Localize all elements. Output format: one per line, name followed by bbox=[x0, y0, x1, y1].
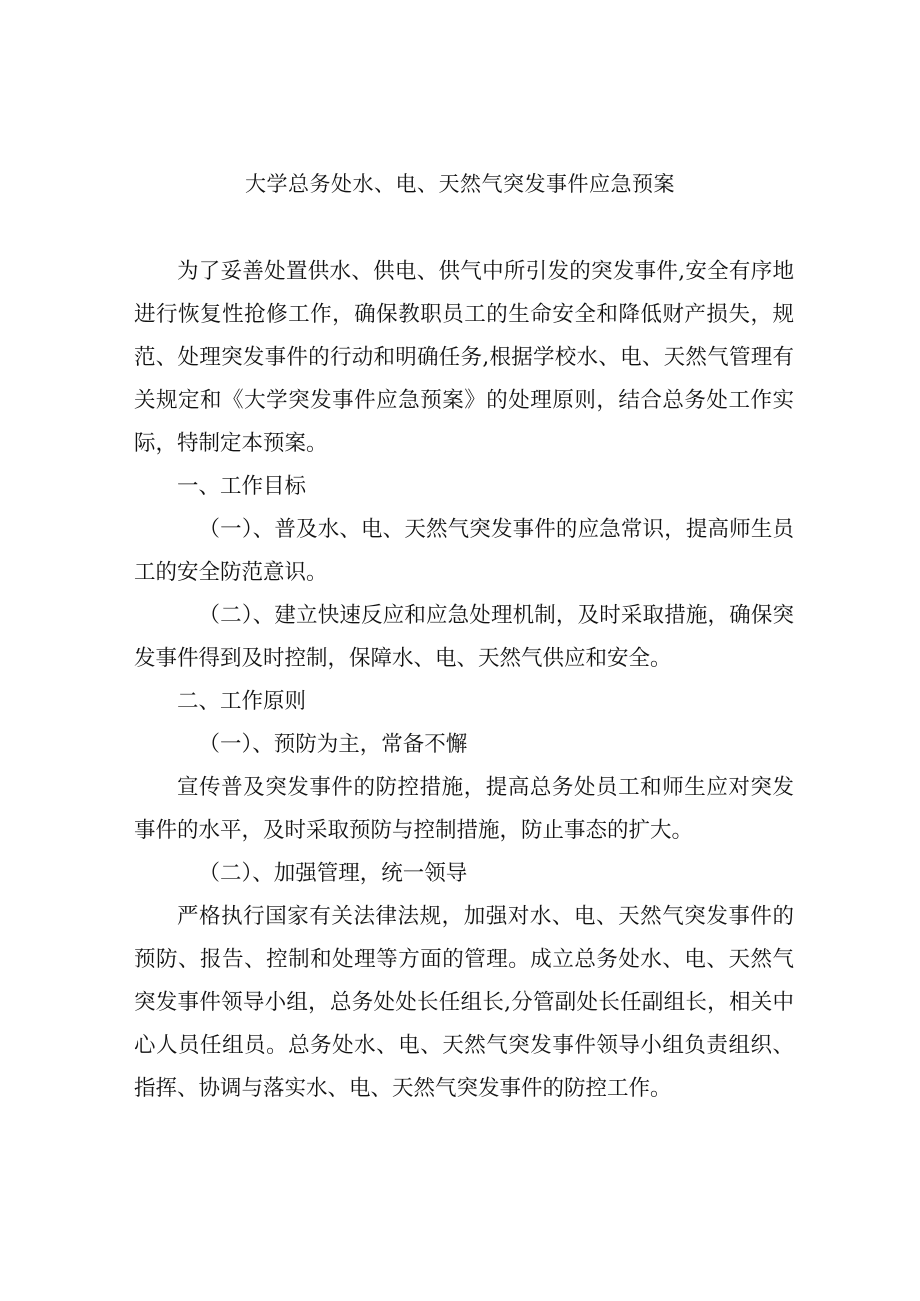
principle-heading-1: （一）、预防为主，常备不懈 bbox=[198, 732, 468, 757]
section-heading-goals: 一、工作目标 bbox=[177, 474, 307, 499]
goal-item-1: （一）、普及水、电、天然气突发事件的应急常识，提高师生员工的安全防范意识。 bbox=[134, 517, 794, 585]
section-heading-principles: 二、工作原则 bbox=[177, 689, 307, 714]
principle-text-2: 严格执行国家有关法律法规，加强对水、电、天然气突发事件的预防、报告、控制和处理等方面的管理。成立总务处水、电、天然气突发事件领导小组，总务处处长任组长,分管副处长任副组长，相关中心人员任组员。总务处水、电、天然气突发事件领导小组负责组织、指挥、协调与落实水、电、天然气突发事件的防控工作。 bbox=[134, 904, 794, 1101]
document-body bbox=[134, 250, 794, 1110]
principle-text-1: 宣传普及突发事件的防控措施，提高总务处员工和师生应对突发事件的水平，及时采取预防与控制措施，防止事态的扩大。 bbox=[134, 775, 794, 843]
goal-item-2: （二）、建立快速反应和应急处理机制，及时采取措施，确保突发事件得到及时控制，保障水、电、天然气供应和安全。 bbox=[134, 603, 794, 671]
document-title: 大学总务处水、电、天然气突发事件应急预案 bbox=[245, 172, 675, 196]
intro-paragraph: 为了妥善处置供水、供电、供气中所引发的突发事件,安全有序地进行恢复性抢修工作，确保教职员工的生命安全和降低财产损失，规范、处理突发事件的行动和明确任务,根据学校水、电、天然气管理有关规定和《大学突发事件应急预案》的处理原则，结合总务处工作实际，特制定本预案。 bbox=[134, 259, 794, 456]
principle-heading-2: （二）、加强管理，统一领导 bbox=[198, 861, 468, 886]
